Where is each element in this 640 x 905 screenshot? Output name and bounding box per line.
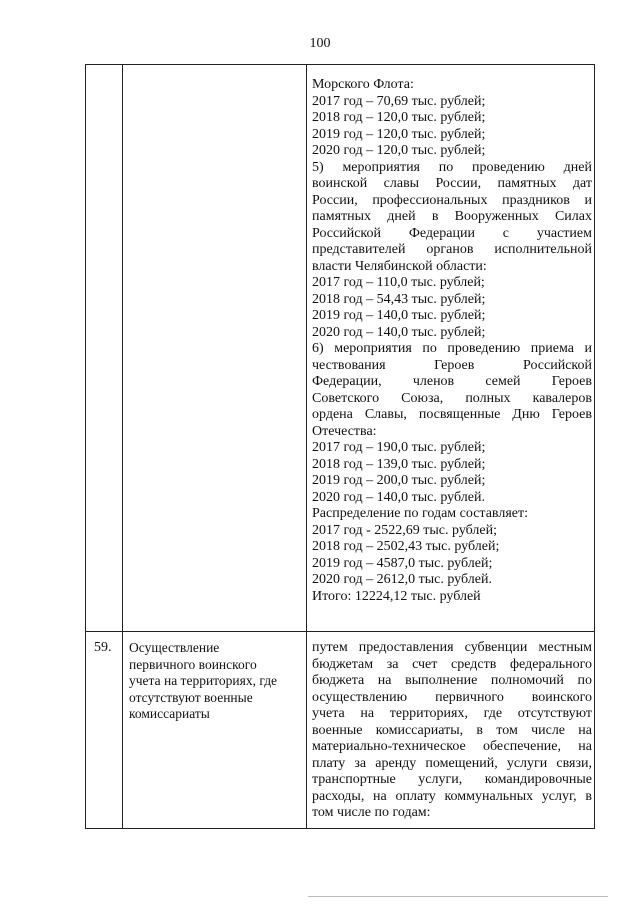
text-line: Российской Федерации с участием	[312, 225, 592, 241]
text-line: том числе по годам:	[312, 805, 431, 820]
event-name-cell	[123, 65, 307, 632]
text-line: 2019 год – 120,0 тыс. рублей;	[312, 126, 486, 142]
text-line: России, профессиональных праздников и	[312, 192, 592, 208]
text-line: власти Челябинской области:	[312, 258, 487, 274]
text-line: Итого: 12224,12 тыс. рублей	[312, 588, 481, 604]
text-line: 2017 год – 190,0 тыс. рублей;	[312, 440, 486, 455]
text-line: плату за аренду помещений, услуги связи,	[312, 755, 592, 771]
funding-description-cell	[307, 65, 595, 632]
text-line: 2019 год – 200,0 тыс. рублей;	[312, 473, 486, 488]
text-line: представителей органов исполнительной	[312, 242, 592, 257]
funding-description-cell	[307, 632, 595, 829]
text-line: Морского Флота:	[312, 77, 414, 92]
text-line: осуществлению первичного воинского	[312, 689, 592, 705]
text-line: бюджета на выполнение полномочий по	[312, 673, 592, 688]
text-line: военные комиссариаты, в том числе на	[312, 722, 592, 738]
text-line: отсутствуют военные	[129, 689, 253, 705]
text-line: 2017 год - 2522,69 тыс. рублей;	[312, 522, 498, 538]
text-line: комиссариаты	[129, 706, 210, 721]
text-line: первичного воинского	[129, 656, 257, 672]
text-line: 2020 год – 140,0 тыс. рублей.	[312, 489, 485, 505]
text-line: 2019 год – 4587,0 тыс. рублей;	[312, 555, 493, 571]
text-line: 2018 год – 2502,43 тыс. рублей;	[312, 539, 500, 554]
text-line: Распределение по годам составляет:	[312, 506, 529, 521]
text-line: 6) мероприятия по проведению приема и	[312, 341, 592, 356]
text-line: 2020 год – 140,0 тыс. рублей;	[312, 324, 486, 340]
text-line: путем предоставления субвенции местным	[312, 640, 592, 655]
row-number-cell: 59.	[86, 632, 123, 829]
text-line: 2018 год – 120,0 тыс. рублей;	[312, 110, 486, 125]
text-line: учета на территориях, где	[129, 673, 278, 688]
text-line: учета на территориях, где отсутствуют	[312, 706, 592, 721]
text-line: 2020 год – 120,0 тыс. рублей;	[312, 143, 486, 158]
funding-text	[307, 65, 594, 605]
text-line: Советского Союза, полных кавалеров	[312, 390, 592, 406]
page-number: 100	[309, 36, 331, 51]
table-row-59	[86, 632, 595, 829]
event-name-text	[123, 632, 306, 723]
text-line: ордена Славы, посвященные Дню Героев	[312, 407, 592, 422]
text-line: расходы, на оплату коммунальных услуг, в	[312, 788, 592, 804]
text-line: памятных дней в Вооруженных Силах	[312, 209, 592, 224]
text-line: 2019 год – 140,0 тыс. рублей;	[312, 308, 486, 323]
text-line: 2017 год – 110,0 тыс. рублей;	[312, 275, 485, 290]
text-line: 2020 год – 2612,0 тыс. рублей.	[312, 572, 492, 587]
text-line: чествования Героев Российской	[312, 357, 592, 373]
funding-text	[307, 632, 594, 822]
text-line: материально-техническое обеспечение, на	[312, 739, 592, 754]
text-line: 5) мероприятия по проведению дней	[312, 159, 592, 175]
event-name-cell	[123, 632, 307, 829]
text-line: транспортные услуги, командировочные	[312, 772, 592, 787]
text-line: 2018 год – 139,0 тыс. рублей;	[312, 456, 486, 472]
table-row-continued	[86, 65, 595, 632]
text-line: 2018 год – 54,43 тыс. рублей;	[312, 291, 486, 307]
text-line: Осуществление	[129, 640, 220, 655]
text-line: воинской славы России, памятных дат	[312, 176, 592, 191]
budget-table	[85, 64, 595, 829]
text-line: 2017 год – 70,69 тыс. рублей;	[312, 93, 486, 109]
row-number-cell	[86, 65, 123, 632]
scan-edge-line	[308, 896, 608, 897]
text-line: Отечества:	[312, 423, 377, 439]
text-line: Федерации, членов семей Героев	[312, 374, 592, 389]
text-line: бюджетам за счет средств федерального	[312, 656, 592, 672]
